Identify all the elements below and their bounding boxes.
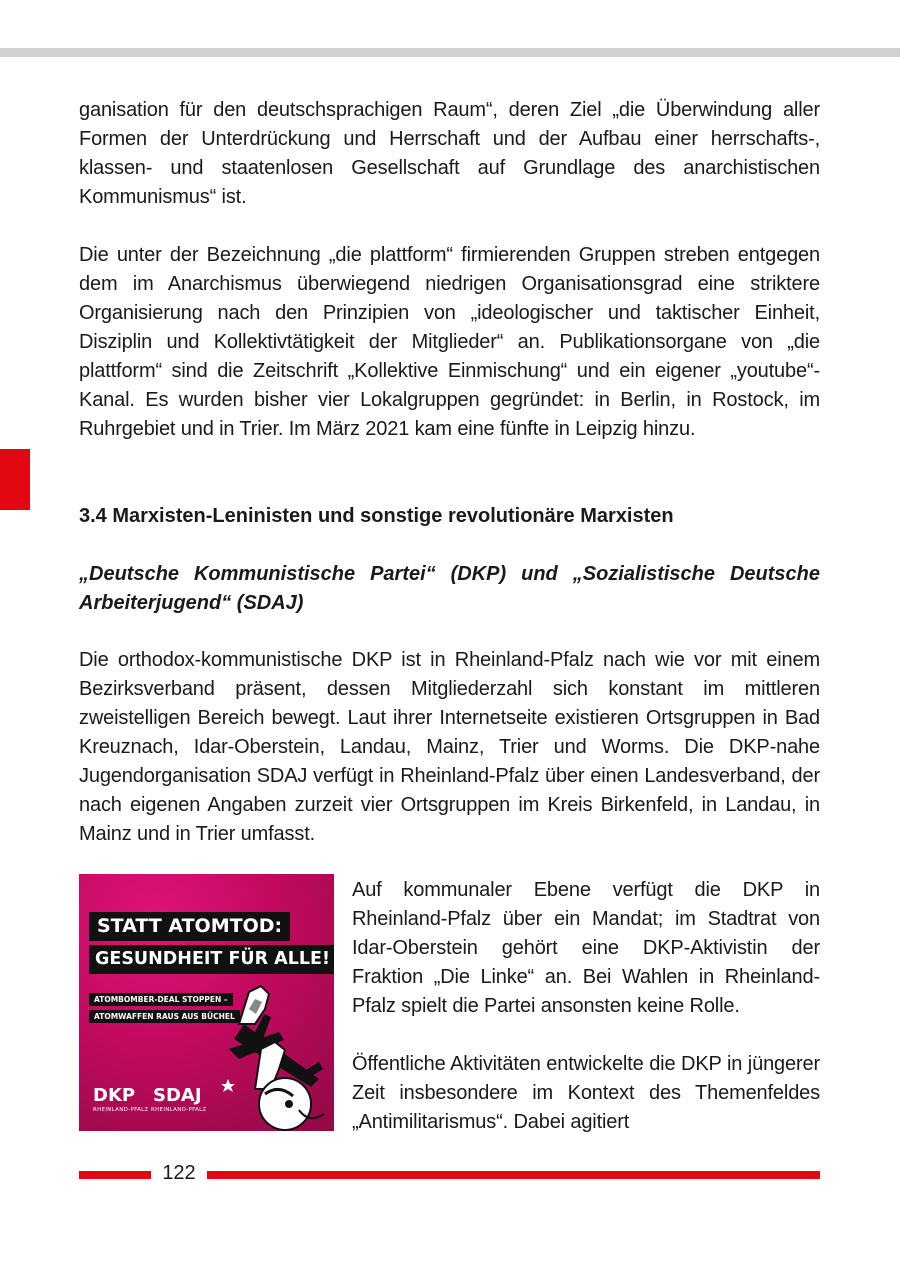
paragraph-aktivitaeten: Öffentliche Aktivitäten entwickelte die DKP in jüngerer Zeit insbesondere im Kontext des Themenfeldes „Antimilitarismus“. Dabei agitiert bbox=[352, 1053, 820, 1133]
subsection-heading: „Deutsche Kommunistische Partei“ (DKP) und „Sozialistische Deutsche Arbeiterjugend“ (SDAJ) bbox=[79, 563, 820, 614]
paragraph-dkp: Die orthodox-kommunistische DKP ist in Rheinland-Pfalz nach wie vor mit einem Bezirksverband präsent, dessen Mitgliederzahl sich konstant im mittleren zweistelligen Bereich bewegt. Laut ihrer Internetseite existieren Ortsgruppen in Bad Kreuznach, Idar-Oberstein, Landau, Mainz, Trier und Worms. Die DKP-nahe Jugendorganisation SDAJ verfügt in Rheinland-Pfalz über einen Landesverband, der nach eigenen Angaben zurzeit vier Ortsgruppen im Kreis Birkenfeld, in Landau, in Mainz und in Trier umfasst. bbox=[79, 649, 820, 845]
paragraph-plattform: Die unter der Bezeichnung „die plattform“ firmierenden Gruppen streben entgegen dem im Anarchismus überwiegend niedrigen Organisationsgrad eine striktere Organisierung nach den Prinzipien von „ideologischer und taktischer Einheit, Disziplin und Kollektivtätigkeit der Mitglieder“ an. Publikationsorgane von „die plattform“ sind die Zeitschrift „Kollektive Einmischung“ und ein eigener „youtube“-Kanal. Es wurden bisher vier Lokalgruppen gegründet: in Berlin, in Rostock, im Ruhrgebiet und in Trier. Im März 2021 kam eine fünfte in Leipzig hinzu. bbox=[79, 244, 820, 440]
dkp-logo-subtitle: RHEINLAND-PFALZ bbox=[93, 1107, 149, 1113]
poster-slogan-1: ATOMBOMBER-DEAL STOPPEN – bbox=[89, 993, 233, 1006]
sdaj-logo-subtitle: RHEINLAND-PFALZ bbox=[151, 1107, 207, 1113]
dkp-logo: DKP bbox=[93, 1085, 136, 1106]
paragraph-kommunal: Auf kommunaler Ebene verfügt die DKP in Rheinland-Pfalz über ein Mandat; im Stadtrat von Idar-Oberstein gehört eine DKP-Aktivistin der Fraktion „Die Linke“ an. Bei Wahlen in Rheinland-Pfalz spielt die Partei ansonsten keine Rolle. bbox=[352, 879, 820, 1017]
sdaj-logo: SDAJ bbox=[153, 1085, 202, 1106]
poster-slogan-2: ATOMWAFFEN RAUS AUS BÜCHEL bbox=[89, 1010, 240, 1023]
paragraph-intro: ganisation für den deutschsprachigen Raum“, deren Ziel „die Überwindung aller Formen der Unterdrückung und Herrschaft und der Aufbau einer herrschafts-, klassen- und staatenlosen Gesellschaft auf Grundlage des anarchistischen Kommunismus“ ist. bbox=[79, 99, 820, 208]
dkp-sdaj-poster-image bbox=[79, 874, 334, 1131]
section-heading: 3.4 Marxisten-Leninisten und sonstige revolutionäre Marxisten bbox=[79, 505, 674, 527]
poster-headline-2: GESUNDHEIT FÜR ALLE! bbox=[89, 945, 334, 974]
poster-headline-1: STATT ATOMTOD: bbox=[89, 912, 290, 941]
top-grey-rule bbox=[0, 48, 900, 57]
footer-rule-right bbox=[207, 1171, 820, 1179]
page-number: 122 bbox=[162, 1162, 196, 1184]
footer-rule-left bbox=[79, 1171, 151, 1179]
chapter-marker-tab bbox=[0, 449, 30, 510]
